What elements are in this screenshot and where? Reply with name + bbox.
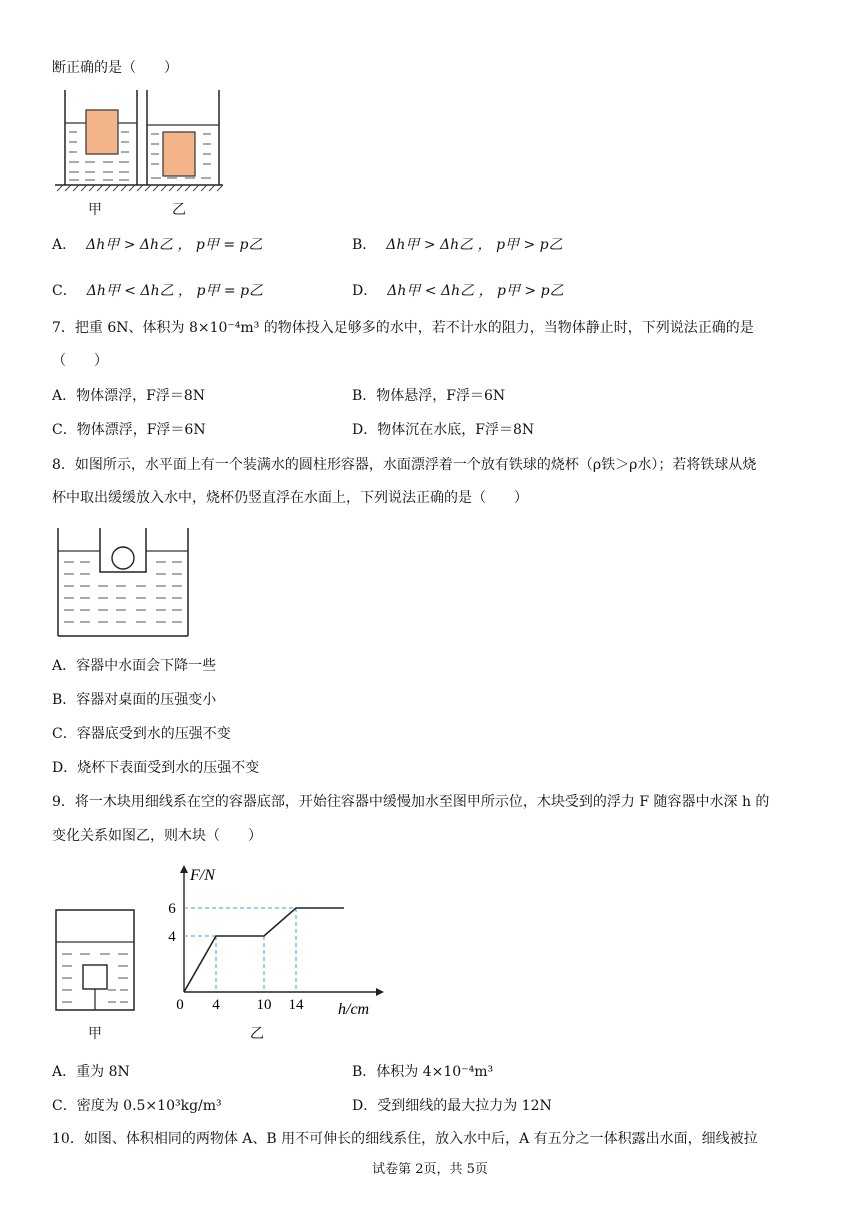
x-axis-arrow — [376, 988, 384, 996]
y-tick-label: 4 — [168, 929, 176, 945]
y-axis-arrow — [180, 865, 188, 873]
q9-option-c: C．密度为 0.5×10³kg/m³ — [52, 1098, 222, 1114]
q9-stem-line1: 9．将一木块用细线系在空的容器底部，开始往容器中缓慢加水至图甲所示位，木块受到的浮力 F 随容器中水深 h 的 — [52, 794, 770, 810]
x-tick-label: 4 — [212, 997, 220, 1013]
q9-option-a: A．重为 8N — [52, 1064, 130, 1080]
q6-option-d: D． Δh甲 < Δh乙 ， p甲 > p乙 — [352, 283, 564, 299]
q6-label-yi: 乙 — [172, 202, 186, 218]
x-axis-label: h/cm — [338, 1001, 370, 1018]
q9-label-jia: 甲 — [88, 1026, 102, 1042]
x-tick-label: 0 — [176, 997, 184, 1013]
q9-figure-jia — [56, 910, 146, 1020]
q9-option-d: D．受到细线的最大拉力为 12N — [352, 1098, 552, 1114]
q6-label-jia: 甲 — [88, 202, 102, 218]
q8-option-a: A．容器中水面会下降一些 — [52, 658, 217, 674]
container-jia — [65, 90, 137, 185]
q9-label-yi: 乙 — [250, 1026, 264, 1042]
q8-option-d: D．烧杯下表面受到水的压强不变 — [52, 760, 260, 776]
q9-stem-line2: 变化关系如图乙，则木块（ ） — [52, 828, 262, 844]
q6-option-a: A． Δh甲 > Δh乙 ， p甲 = p乙 — [52, 237, 263, 253]
q10-stem-line1: 10．如图、体积相同的两物体 A、B 用不可伸长的细线系住，放入水中后，A 有五分之一体积露出水面，细线被拉 — [52, 1131, 758, 1147]
q7-option-a: A．物体漂浮，F浮＝8N — [52, 388, 205, 404]
x-tick-label: 14 — [288, 997, 304, 1013]
q7-stem-line1: 7．把重 6N、体积为 8×10⁻⁴m³ 的物体投入足够多的水中，若不计水的阻力，当物体静止时，下列说法正确的是 — [52, 320, 754, 336]
q6-option-b: B． Δh甲 > Δh乙 ， p甲 > p乙 — [352, 237, 563, 253]
q7-option-d: D．物体沉在水底，F浮＝8N — [352, 422, 535, 438]
q6-figure — [55, 88, 235, 248]
container-yi — [147, 90, 219, 185]
q8-stem-line1: 8．如图所示，水平面上有一个装满水的圆柱形容器，水面漂浮着一个放有铁球的烧杯（ρ铁＞ρ水）；若将铁球从烧 — [52, 457, 757, 473]
x-tick-label: 10 — [256, 997, 272, 1013]
q9-option-b: B．体积为 4×10⁻⁴m³ — [352, 1064, 494, 1080]
q8-option-c: C．容器底受到水的压强不变 — [52, 726, 231, 742]
y-axis-label: F/N — [190, 867, 215, 884]
q7-option-c: C．物体漂浮，F浮＝6N — [52, 422, 206, 438]
q7-stem-line2: （ ） — [52, 353, 108, 369]
q8-stem-line2: 杯中取出缓缓放入水中，烧杯仍竖直浮在水面上，下列说法正确的是（ ） — [52, 490, 528, 506]
q6-option-c: C． Δh甲 < Δh乙 ， p甲 = p乙 — [52, 283, 264, 299]
page-footer: 试卷第 2页，共 5页 — [372, 1162, 488, 1177]
q8-option-b: B．容器对桌面的压强变小 — [52, 692, 217, 708]
q7-option-b: B．物体悬浮，F浮＝6N — [352, 388, 506, 404]
q9-chart — [168, 862, 388, 1018]
q8-figure — [56, 524, 196, 644]
q6-text: 断正确的是（ ） — [52, 60, 178, 76]
y-tick-label: 6 — [168, 901, 176, 917]
